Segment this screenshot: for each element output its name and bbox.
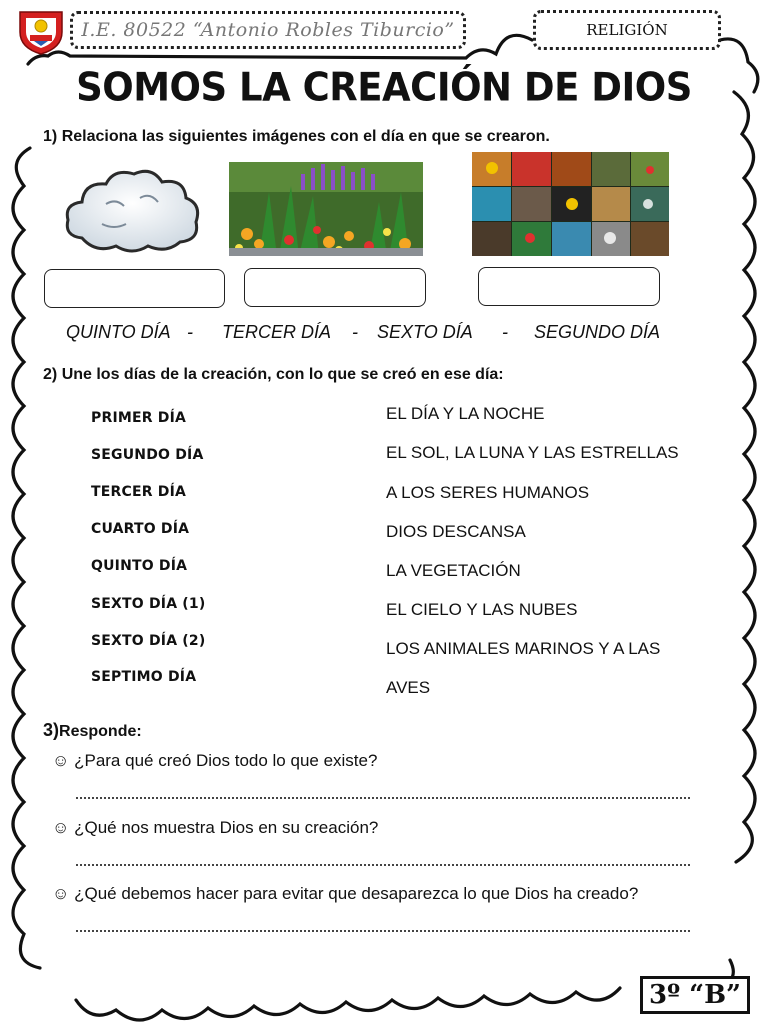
day-label: SEPTIMO DÍA bbox=[91, 669, 197, 685]
cloud-image bbox=[62, 164, 202, 256]
creation-item: LOS ANIMALES MARINOS Y A LAS bbox=[386, 639, 661, 658]
school-name-box bbox=[70, 11, 466, 49]
section-1-number: 1) bbox=[43, 128, 58, 145]
vegetation-image bbox=[229, 162, 423, 256]
section-2-heading bbox=[43, 366, 504, 384]
section-1-instruction: Relaciona las siguientes imágenes con el día en que se crearon. bbox=[61, 128, 550, 145]
smiley-icon: ☺ bbox=[52, 884, 70, 903]
creation-item: DIOS DESCANSA bbox=[386, 522, 526, 541]
creation-item: LA VEGETACIÓN bbox=[386, 561, 521, 580]
answer-line-2[interactable] bbox=[76, 864, 690, 866]
smiley-icon: ☺ bbox=[52, 818, 70, 837]
question-text: ¿Qué nos muestra Dios en su creación? bbox=[74, 818, 379, 837]
question-2 bbox=[52, 818, 378, 838]
day-label: SEXTO DÍA (1) bbox=[91, 596, 206, 612]
answer-box-animals[interactable] bbox=[478, 267, 660, 306]
section-2-instruction: Une los días de la creación, con lo que se creó en ese día: bbox=[61, 366, 504, 383]
creation-item: EL DÍA Y LA NOCHE bbox=[386, 404, 545, 423]
subject-label: RELIGIÓN bbox=[586, 21, 668, 39]
animals-collage-image bbox=[472, 152, 669, 256]
answer-box-vegetation[interactable] bbox=[244, 268, 426, 307]
day-label: QUINTO DÍA bbox=[91, 558, 188, 574]
creation-item: EL CIELO Y LAS NUBES bbox=[386, 600, 578, 619]
day-label: PRIMER DÍA bbox=[91, 410, 187, 426]
question-3 bbox=[52, 884, 638, 904]
day-label: SEXTO DÍA (2) bbox=[91, 633, 206, 649]
option-separator: - bbox=[502, 322, 508, 342]
option-segundo-dia: SEGUNDO DÍA bbox=[534, 322, 661, 342]
answer-line-1[interactable] bbox=[76, 797, 690, 799]
option-sexto-dia: SEXTO DÍA bbox=[377, 322, 473, 342]
section-3-heading bbox=[43, 720, 142, 741]
day-label: TERCER DÍA bbox=[91, 484, 187, 500]
question-text: ¿Para qué creó Dios todo lo que existe? bbox=[74, 751, 378, 770]
option-separator: - bbox=[352, 322, 358, 342]
creation-item: A LOS SERES HUMANOS bbox=[386, 483, 590, 502]
grade-box bbox=[640, 976, 750, 1014]
grade-label: 3º “B” bbox=[648, 980, 742, 1010]
page-title: SOMOS LA CREACIÓN DE DIOS bbox=[76, 64, 692, 111]
option-tercer-dia: TERCER DÍA bbox=[222, 322, 332, 342]
school-name: I.E. 80522 “Antonio Robles Tiburcio” bbox=[81, 19, 455, 41]
smiley-icon: ☺ bbox=[52, 751, 70, 770]
section-3-number: 3) bbox=[43, 720, 60, 740]
creation-item: EL SOL, LA LUNA Y LAS ESTRELLAS bbox=[386, 443, 679, 462]
day-label: CUARTO DÍA bbox=[91, 521, 190, 537]
question-text: ¿Qué debemos hacer para evitar que desaparezca lo que Dios ha creado? bbox=[74, 884, 639, 903]
option-separator: - bbox=[187, 322, 193, 342]
day-label: SEGUNDO DÍA bbox=[91, 447, 204, 463]
creation-item: AVES bbox=[386, 678, 431, 697]
answer-box-cloud[interactable] bbox=[44, 269, 225, 308]
question-1 bbox=[52, 751, 377, 771]
section-1-heading bbox=[43, 128, 550, 146]
answer-line-3[interactable] bbox=[76, 930, 690, 932]
option-quinto-dia: QUINTO DÍA bbox=[66, 322, 171, 342]
section-3-instruction: Responde: bbox=[59, 723, 142, 740]
section-2-number: 2) bbox=[43, 366, 58, 383]
school-shield-icon bbox=[16, 8, 66, 56]
subject-box bbox=[533, 10, 721, 50]
